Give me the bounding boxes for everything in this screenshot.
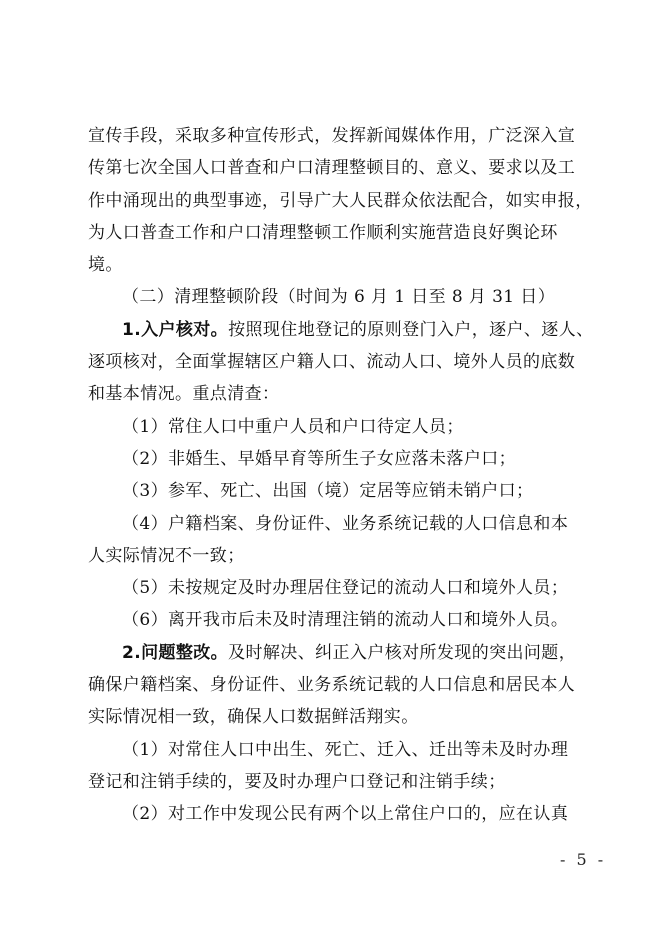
paragraph-line: 传第七次全国人口普查和户口清理整顿目的、意义、要求以及工 (88, 158, 576, 179)
paragraph-line: 和基本情况。重点清查： (88, 384, 280, 405)
check-item: （3）参军、死亡、出国（境）定居等应销未销户口； (122, 481, 534, 502)
check-item: （2）非婚生、早婚早育等所生子女应落未落户口； (122, 448, 517, 469)
paragraph-line: 宣传手段，采取多种宣传形式，发挥新闻媒体作用，广泛深入宣 (88, 126, 576, 146)
item2-title: 2.问题整改。 (122, 642, 229, 663)
document-body (88, 120, 594, 831)
check-item: （1）常住人口中重户人员和户口待定人员； (122, 416, 464, 437)
check-item: （5）未按规定及时办理居住登记的流动人口和境外人员； (122, 578, 569, 599)
paragraph-line: 实际情况相一致，确保人口数据鲜活翔实。 (88, 707, 419, 728)
paragraph-line: 境。 (88, 255, 123, 276)
check-item-continuation: 人实际情况不一致； (88, 545, 245, 566)
measure-item-continuation: 登记和注销手续的，要及时办理户口登记和注销手续； (88, 771, 506, 792)
item1-title: 1.入户核对。 (122, 319, 229, 340)
item2-first-line (88, 637, 580, 669)
check-item: （6）离开我市后未及时清理注销的流动人口和境外人员。 (122, 610, 569, 631)
item2-first-line-text: 及时解决、纠正入户核对所发现的突出问题， (228, 642, 577, 663)
item1-first-line (88, 314, 594, 346)
paragraph-line: 作中涌现出的典型事迹，引导广大人民群众依法配合，如实申报， (88, 190, 593, 211)
check-item: （4）户籍档案、身份证件、业务系统记载的人口信息和本 (122, 513, 569, 534)
page-number: - 5 - (560, 850, 607, 869)
paragraph-line: 逐项核对，全面掌握辖区户籍人口、流动人口、境外人员的底数 (88, 352, 576, 373)
measure-item: （1）对常住人口中出生、死亡、迁入、迁出等未及时办理 (122, 739, 569, 760)
measure-item: （2）对工作中发现公民有两个以上常住户口的，应在认真 (122, 804, 569, 825)
paragraph-line: 为人口普查工作和户口清理整顿工作顺利实施营造良好舆论环 (88, 222, 558, 243)
section-heading-cleanup-phase: （二）清理整顿阶段（时间为 6 月 1 日至 8 月 31 日） (122, 287, 556, 308)
paragraph-line: 确保户籍档案、身份证件、业务系统记载的人口信息和居民本人 (88, 675, 576, 696)
item1-first-line-text: 按照现住地登记的原则登门入户，逐户、逐人、 (228, 319, 594, 340)
